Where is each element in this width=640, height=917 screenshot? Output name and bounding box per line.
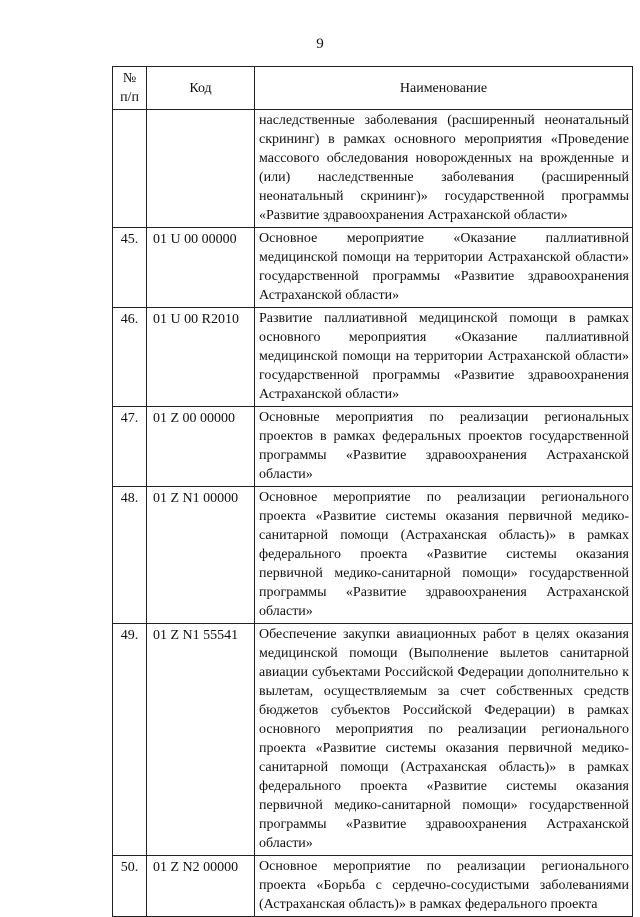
row-number: 48. xyxy=(113,487,147,624)
row-name: Основное мероприятие «Оказание паллиативной медицинской помощи на территории Астраханской области» государственной программы «Развитие здравоохранения Астраханской области» xyxy=(255,228,633,308)
row-number: 45. xyxy=(113,228,147,308)
row-name: Основное мероприятие по реализации регионального проекта «Развитие системы оказания первичной медико-санитарной помощи (Астраханская область)» в рамках федерального проекта «Развитие системы оказания первичной медико-санитарной помощи» государственной программы «Развитие здравоохранения Астраханской области» xyxy=(255,487,633,624)
table-row xyxy=(113,228,633,308)
row-name: Обеспечение закупки авиационных работ в целях оказания медицинской помощи (Выполнение вылетов санитарной авиации субъектами Российской Федерации дополнительно к вылетам, осуществляемым за счет собственных средств бюджетов субъектов Российской Федерации) в рамках основного мероприятия по реализации регионального проекта «Развитие системы оказания первичной медико-санитарной помощи (Астраханская область)» в рамках федерального проекта «Развитие системы оказания первичной медико-санитарной помощи» государственной программы «Развитие здравоохранения Астраханской области» xyxy=(255,624,633,856)
row-number: 50. xyxy=(113,856,147,917)
row-name: наследственные заболевания (расширенный неонатальный скрининг) в рамках основного мероприятия «Проведение массового обследования новорожденных на врожденные и (или) наследственные заболевания (расширенный неонатальный скрининг)» государственной программы «Развитие здравоохранения Астраханской области» xyxy=(255,110,633,228)
header-number xyxy=(113,67,147,110)
row-code: 01 U 00 00000 xyxy=(147,228,255,308)
header-number-symbol: № xyxy=(122,71,137,86)
budget-code-table xyxy=(112,66,633,917)
header-name: Наименование xyxy=(255,67,633,110)
table-row xyxy=(113,856,633,917)
row-code: 01 Z N1 00000 xyxy=(147,487,255,624)
row-code: 01 Z N2 00000 xyxy=(147,856,255,917)
row-code: 01 Z N1 55541 xyxy=(147,624,255,856)
table-row xyxy=(113,308,633,407)
row-code xyxy=(147,110,255,228)
row-number: 49. xyxy=(113,624,147,856)
row-number: 47. xyxy=(113,407,147,487)
table-row xyxy=(113,487,633,624)
table-header-row xyxy=(113,67,633,110)
table-row xyxy=(113,624,633,856)
row-code: 01 U 00 R2010 xyxy=(147,308,255,407)
row-name: Основные мероприятия по реализации региональных проектов в рамках федеральных проектов государственной программы «Развитие здравоохранения Астраханской области» xyxy=(255,407,633,487)
row-name: Основное мероприятие по реализации регионального проекта «Борьба с сердечно-сосудистыми заболеваниями (Астраханская область)» в рамках федерального проекта xyxy=(255,856,633,917)
row-name: Развитие паллиативной медицинской помощи в рамках основного мероприятия «Оказание паллиативной медицинской помощи на территории Астраханской области» государственной программы «Развитие здравоохранения Астраханской области» xyxy=(255,308,633,407)
page-number: 9 xyxy=(316,36,324,52)
row-number xyxy=(113,110,147,228)
header-code: Код xyxy=(147,67,255,110)
table-row xyxy=(113,110,633,228)
table-row xyxy=(113,407,633,487)
row-number: 46. xyxy=(113,308,147,407)
row-code: 01 Z 00 00000 xyxy=(147,407,255,487)
header-number-abbrev: п/п xyxy=(120,90,139,105)
